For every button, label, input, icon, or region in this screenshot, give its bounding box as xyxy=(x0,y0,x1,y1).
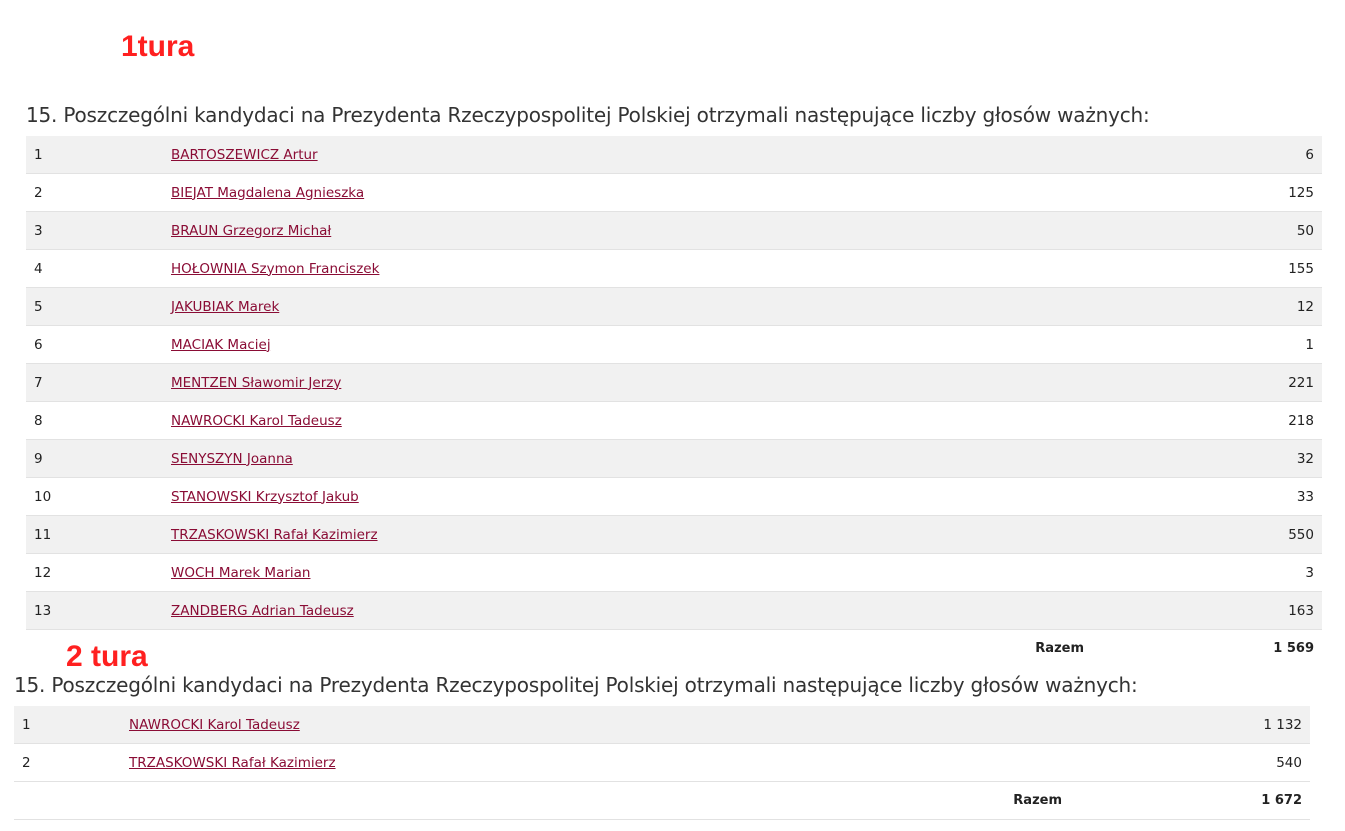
total-label: Razem xyxy=(1035,641,1084,656)
total-row xyxy=(14,782,1310,820)
candidate-number: 4 xyxy=(26,250,171,288)
candidate-name-link[interactable]: BRAUN Grzegorz Michał xyxy=(171,222,332,239)
candidate-votes: 155 xyxy=(1084,250,1322,288)
candidate-name-cell xyxy=(171,326,1084,364)
round2-label: 2 tura xyxy=(66,640,148,673)
candidate-name-link[interactable]: STANOWSKI Krzysztof Jakub xyxy=(171,488,359,505)
candidate-name-link[interactable]: TRZASKOWSKI Rafał Kazimierz xyxy=(129,754,336,771)
candidate-votes: 550 xyxy=(1084,516,1322,554)
candidate-votes: 33 xyxy=(1084,478,1322,516)
candidate-name-cell xyxy=(171,364,1084,402)
candidate-name-cell xyxy=(171,212,1084,250)
candidate-name-cell xyxy=(171,478,1084,516)
candidate-name-link[interactable]: ZANDBERG Adrian Tadeusz xyxy=(171,602,354,619)
candidate-votes: 3 xyxy=(1084,554,1322,592)
table-row xyxy=(26,554,1322,592)
table-row xyxy=(26,402,1322,440)
candidate-name-cell xyxy=(171,516,1084,554)
table-row xyxy=(26,136,1322,174)
candidate-votes: 540 xyxy=(1062,744,1310,782)
candidate-name-link[interactable]: MENTZEN Sławomir Jerzy xyxy=(171,374,342,391)
candidate-name-cell xyxy=(171,440,1084,478)
table-row xyxy=(26,212,1322,250)
candidate-name-cell xyxy=(171,402,1084,440)
candidate-name-link[interactable]: NAWROCKI Karol Tadeusz xyxy=(171,412,342,429)
total-label: Razem xyxy=(129,782,1062,820)
candidate-number: 2 xyxy=(14,744,129,782)
candidate-name-link[interactable]: TRZASKOWSKI Rafał Kazimierz xyxy=(171,526,378,543)
table-row xyxy=(14,744,1310,782)
candidate-votes: 1 132 xyxy=(1062,706,1310,744)
candidate-name-link[interactable]: JAKUBIAK Marek xyxy=(171,298,280,315)
candidate-name-link[interactable]: BARTOSZEWICZ Artur xyxy=(171,146,318,163)
table-row xyxy=(26,364,1322,402)
round2-heading: 15. Poszczególni kandydaci na Prezydenta Rzeczypospolitej Polskiej otrzymali następujące liczby głosów ważnych: xyxy=(14,673,1138,697)
total-row xyxy=(26,630,1322,668)
candidate-name-link[interactable]: MACIAK Maciej xyxy=(171,336,271,353)
candidate-name-cell xyxy=(171,250,1084,288)
total-value: 1 569 xyxy=(1273,641,1314,656)
table-row xyxy=(26,326,1322,364)
table-row xyxy=(26,440,1322,478)
candidate-number: 5 xyxy=(26,288,171,326)
candidate-name-link[interactable]: SENYSZYN Joanna xyxy=(171,450,293,467)
candidate-name-link[interactable]: NAWROCKI Karol Tadeusz xyxy=(129,716,300,733)
candidate-number: 7 xyxy=(26,364,171,402)
candidate-name-cell xyxy=(171,554,1084,592)
table-row xyxy=(26,250,1322,288)
candidate-number: 1 xyxy=(26,136,171,174)
candidate-name-cell xyxy=(129,706,1062,744)
round1-label: 1tura xyxy=(121,30,195,63)
round1-results-table xyxy=(26,136,1322,667)
candidate-votes: 1 xyxy=(1084,326,1322,364)
table-row xyxy=(26,516,1322,554)
total-spacer xyxy=(14,782,129,820)
table-row xyxy=(26,478,1322,516)
candidate-votes: 50 xyxy=(1084,212,1322,250)
candidate-name-link[interactable]: BIEJAT Magdalena Agnieszka xyxy=(171,184,365,201)
total-value: 1 672 xyxy=(1062,782,1310,820)
table-row xyxy=(26,174,1322,212)
candidate-number: 10 xyxy=(26,478,171,516)
candidate-name-link[interactable]: HOŁOWNIA Szymon Franciszek xyxy=(171,260,380,277)
candidate-votes: 221 xyxy=(1084,364,1322,402)
candidate-votes: 218 xyxy=(1084,402,1322,440)
candidate-number: 9 xyxy=(26,440,171,478)
candidate-name-cell xyxy=(129,744,1062,782)
candidate-votes: 163 xyxy=(1084,592,1322,630)
candidate-name-cell xyxy=(171,592,1084,630)
candidate-number: 3 xyxy=(26,212,171,250)
candidate-name-cell xyxy=(171,136,1084,174)
candidate-number: 1 xyxy=(14,706,129,744)
candidate-number: 12 xyxy=(26,554,171,592)
round1-results-body xyxy=(26,136,1322,667)
candidate-number: 6 xyxy=(26,326,171,364)
candidate-name-link[interactable]: WOCH Marek Marian xyxy=(171,564,311,581)
candidate-name-cell xyxy=(171,174,1084,212)
candidate-number: 2 xyxy=(26,174,171,212)
round2-results-body xyxy=(14,706,1310,820)
table-row xyxy=(14,706,1310,744)
table-row xyxy=(26,288,1322,326)
round1-heading: 15. Poszczególni kandydaci na Prezydenta Rzeczypospolitej Polskiej otrzymali następujące liczby głosów ważnych: xyxy=(26,103,1150,127)
candidate-number: 13 xyxy=(26,592,171,630)
candidate-number: 11 xyxy=(26,516,171,554)
table-row xyxy=(26,592,1322,630)
candidate-votes: 12 xyxy=(1084,288,1322,326)
candidate-votes: 6 xyxy=(1084,136,1322,174)
candidate-votes: 32 xyxy=(1084,440,1322,478)
round2-results-table xyxy=(14,706,1310,820)
candidate-number: 8 xyxy=(26,402,171,440)
candidate-votes: 125 xyxy=(1084,174,1322,212)
candidate-name-cell xyxy=(171,288,1084,326)
